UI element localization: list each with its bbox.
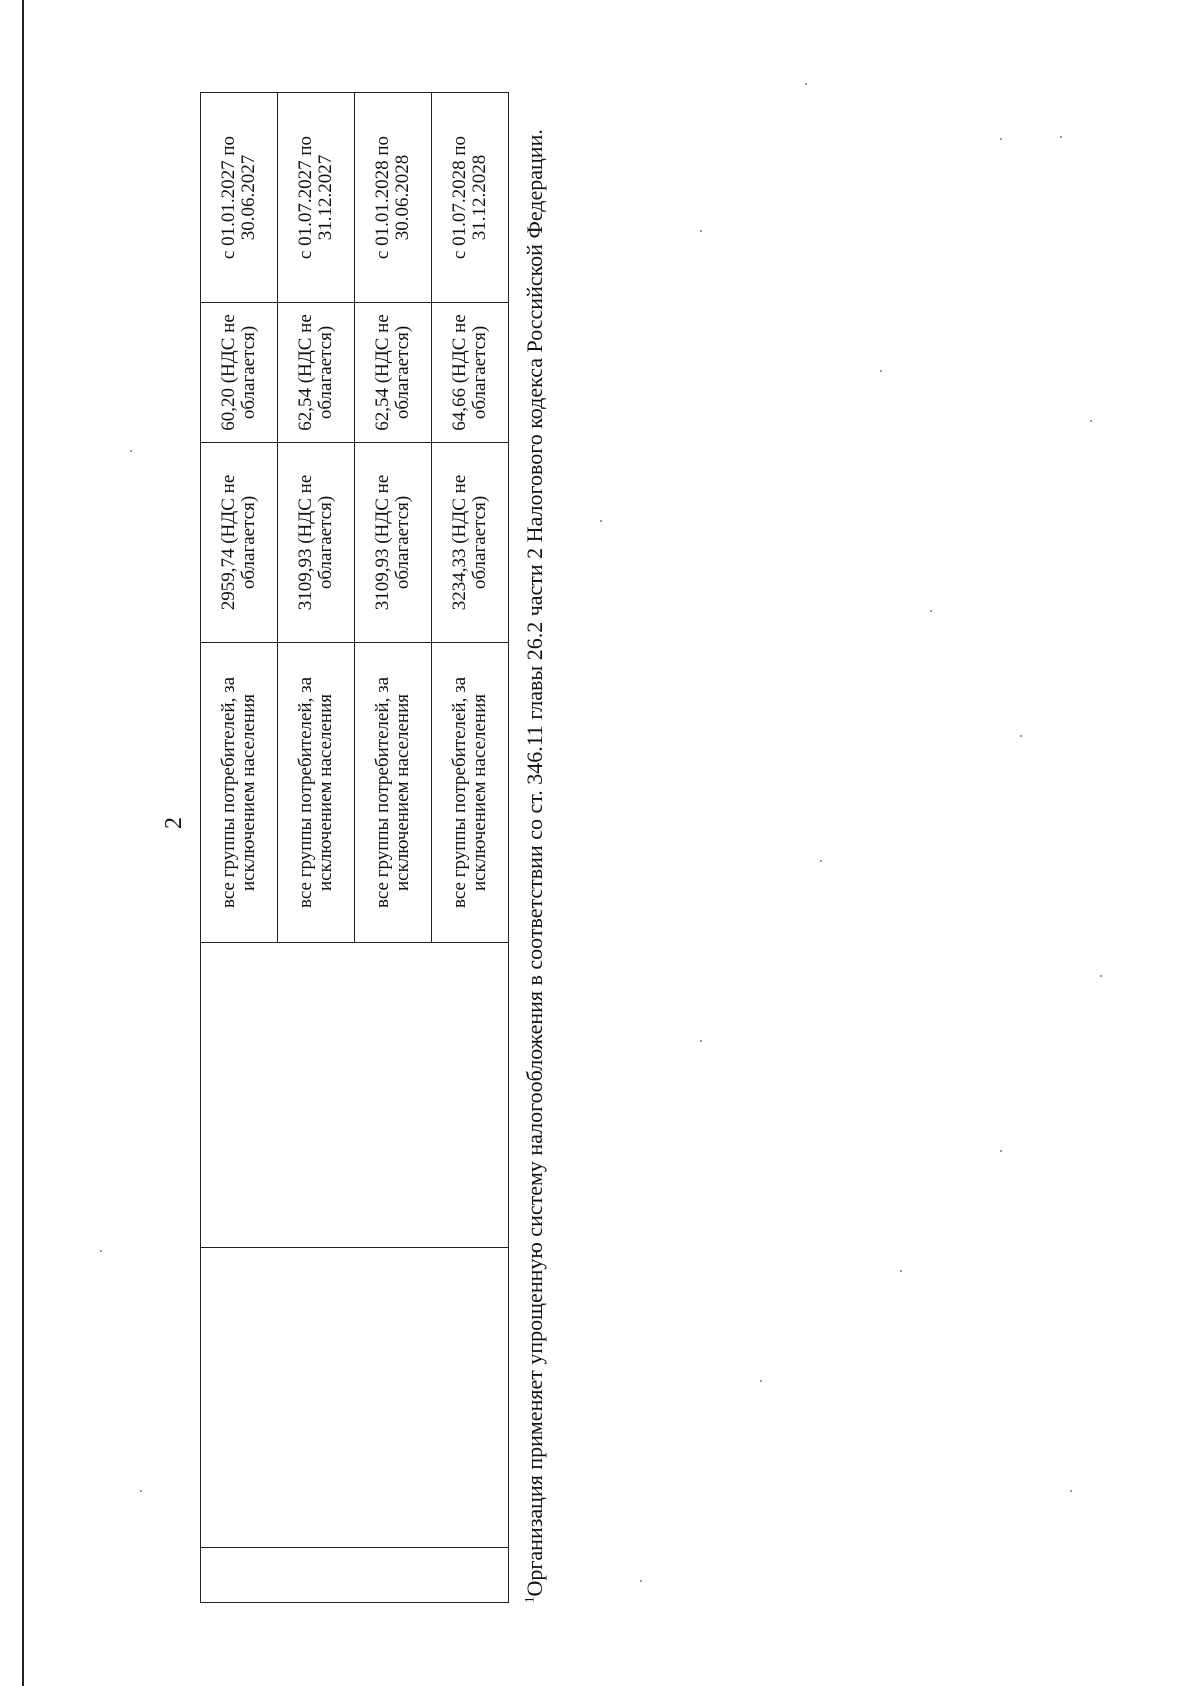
scan-speck (930, 610, 932, 612)
scan-speck (1020, 735, 1022, 737)
blank-cell (201, 1248, 509, 1548)
scan-speck (820, 860, 822, 862)
table-row (201, 93, 278, 1603)
scan-speck (130, 450, 132, 452)
rate-a-cell: 3109,93 (НДС не облагается) (355, 443, 432, 643)
blank-cell (201, 943, 509, 1248)
rate-b-cell: 62,54 (НДС не облагается) (355, 303, 432, 443)
scan-speck (1070, 1490, 1072, 1492)
rate-b-cell: 64,66 (НДС не облагается) (432, 303, 509, 443)
scan-speck (1090, 420, 1092, 422)
scan-speck (805, 83, 807, 85)
period-cell: с 01.01.2027 по 30.06.2027 (201, 93, 278, 303)
blank-cell (201, 1548, 509, 1603)
page-edge-line (22, 0, 24, 1686)
rate-a-cell: 3109,93 (НДС не облагается) (278, 443, 355, 643)
tariff-table (200, 92, 509, 1603)
consumer-group-cell: все группы потребителей, за исключением населения (278, 643, 355, 943)
footnote (522, 93, 548, 1603)
scan-speck (100, 1250, 102, 1252)
consumer-group-cell: все группы потребителей, за исключением населения (432, 643, 509, 943)
period-cell: с 01.07.2028 по 31.12.2028 (432, 93, 509, 303)
scan-speck (1000, 1150, 1002, 1152)
scan-speck (640, 1580, 642, 1582)
scan-speck (760, 1380, 762, 1382)
scan-speck (880, 370, 882, 372)
scan-speck (1000, 138, 1002, 140)
rate-a-cell: 3234,33 (НДС не облагается) (432, 443, 509, 643)
scan-speck (1100, 975, 1102, 977)
rate-a-cell: 2959,74 (НДС не облагается) (201, 443, 278, 643)
footnote-marker: 1 (521, 1596, 537, 1603)
rate-b-cell: 62,54 (НДС не облагается) (278, 303, 355, 443)
scan-speck (700, 1040, 702, 1042)
scan-speck (700, 230, 702, 232)
scan-speck (140, 1490, 142, 1492)
period-cell: с 01.07.2027 по 31.12.2027 (278, 93, 355, 303)
scan-speck (900, 1270, 902, 1272)
period-cell: с 01.01.2028 по 30.06.2028 (355, 93, 432, 303)
rate-b-cell: 60,20 (НДС не облагается) (201, 303, 278, 443)
consumer-group-cell: все группы потребителей, за исключением населения (355, 643, 432, 943)
rotated-content (160, 93, 547, 1603)
scan-speck (600, 520, 602, 522)
consumer-group-cell: все группы потребителей, за исключением населения (201, 643, 278, 943)
scan-speck (1060, 136, 1062, 138)
footnote-text: Организация применяет упрощенную систему налогообложения в соответствии со ст. 346.11 главы 26.2 части 2 Налогового кодекса Российской Федерации. (522, 129, 547, 1597)
page-number: 2 (161, 817, 187, 829)
